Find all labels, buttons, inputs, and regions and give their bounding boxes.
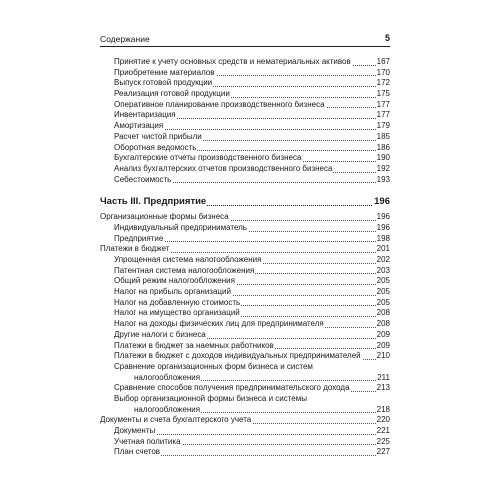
toc-entry-page: 205 [376, 287, 390, 297]
toc-entry-page: 202 [376, 255, 390, 264]
toc-entry-title: Документы [114, 426, 156, 436]
toc-entry[interactable] [114, 351, 390, 362]
toc-entry-page: 170 [376, 67, 390, 77]
toc-entry-title: Патентная система налогообложения [114, 265, 255, 275]
toc-entry-page: 211 [377, 372, 390, 382]
toc-part-page: 196 [374, 196, 390, 208]
toc-entry-page: 210 [376, 351, 390, 361]
toc-entry-page: 221 [376, 426, 390, 436]
toc-entry[interactable] [114, 78, 390, 89]
toc-entry-title: Платежи в бюджет [100, 244, 170, 254]
header-page-number: 5 [384, 33, 390, 43]
toc-entry-title [114, 383, 351, 392]
toc-entry[interactable] [114, 223, 390, 234]
toc-entry[interactable] [114, 175, 390, 186]
toc-entry-page: 209 [376, 329, 390, 339]
toc-entry[interactable] [114, 132, 390, 143]
running-header [100, 34, 390, 47]
toc-entry-title: Налог на прибыль организаций [114, 287, 231, 297]
toc-entry[interactable] [114, 341, 390, 352]
toc-entry-title: Индивидуальный предприниматель [114, 222, 247, 232]
toc-entry-title: Амортизация [114, 121, 164, 131]
toc-entry-title: Реализация готовой продукции [114, 89, 230, 99]
toc-entry-page: 208 [376, 308, 390, 318]
toc-entry-title: Упрощенная система налогообложения [114, 255, 262, 264]
toc-section-entry[interactable] [100, 415, 390, 426]
toc-entry-title: Предприятие [114, 233, 164, 243]
toc-entry-title-line1: Выбор организационной формы бизнеса и системы [114, 393, 308, 403]
toc-entry-title-line2: налогообложения [114, 405, 200, 414]
toc-entry-title: Бухгалтерские отчеты производственного бизнеса [114, 153, 302, 163]
toc-entry-page: 175 [376, 89, 390, 99]
toc-entry-title: Общий режим налогообложения [114, 276, 235, 286]
toc-entry-title: Налог на имущество организаций [114, 308, 240, 318]
toc-entry-page: 225 [376, 436, 390, 446]
toc-entry-page: 205 [376, 297, 390, 307]
toc-entry-title [114, 394, 345, 415]
toc-entry-title: Документы и счета бухгалтерского учета [100, 415, 252, 425]
toc-entry-page: 213 [376, 383, 390, 393]
toc-entry[interactable] [114, 89, 390, 100]
toc-entry[interactable] [114, 383, 390, 394]
toc-entry-title [114, 362, 345, 383]
toc-entry-page: 227 [376, 447, 390, 457]
table-of-contents [100, 57, 390, 458]
toc-entry-page: 220 [376, 415, 390, 425]
toc-entry-page: 177 [376, 99, 390, 109]
toc-entry[interactable] [114, 110, 390, 121]
toc-entry-title: Принятие к учету основных средств и нематериальных активов [114, 57, 351, 66]
toc-entry-title: Платежи в бюджет с доходов индивидуальных предпринимателей [114, 351, 361, 361]
toc-entry-title: Анализ бухгалтерских отчетов производственного бизнеса [114, 163, 333, 173]
toc-entry-page: 198 [376, 233, 390, 243]
toc-entry[interactable] [114, 143, 390, 154]
toc-entry[interactable] [114, 437, 390, 448]
toc-part-title: Часть III. Предприятие [100, 196, 207, 208]
toc-entry[interactable] [114, 362, 390, 383]
toc-entry-page: 196 [376, 222, 390, 232]
toc-entry-title: Расчет чистой прибыли [114, 131, 202, 141]
toc-entry-title-line1: Сравнение организационных форм бизнеса и систем [114, 361, 313, 371]
header-title: Содержание [100, 34, 150, 44]
toc-entry-title: Учетная политика [114, 436, 181, 446]
toc-entry-page: 192 [376, 163, 390, 173]
toc-entry[interactable] [114, 266, 390, 277]
toc-entry-title: Себестоимость [114, 174, 172, 184]
toc-entry-title: Приобретение материалов [114, 67, 215, 77]
toc-entry[interactable] [114, 298, 390, 309]
toc-entry-page: 186 [376, 142, 390, 152]
toc-entry-page: 205 [376, 276, 390, 286]
toc-entry-page: 203 [376, 265, 390, 275]
toc-part-heading[interactable] [100, 195, 390, 209]
toc-entry-page: 208 [376, 319, 390, 329]
toc-section-entry[interactable] [100, 212, 390, 223]
toc-entry[interactable] [114, 287, 390, 298]
toc-entry-page: 193 [376, 174, 390, 184]
toc-entry[interactable] [114, 308, 390, 319]
toc-entry[interactable] [114, 330, 390, 341]
toc-entry-page: 190 [376, 153, 390, 163]
toc-entry-title: Налог на доходы физических лиц для предпринимателя [114, 319, 324, 329]
toc-entry-title: Оборотная ведомость [114, 142, 197, 152]
toc-entry-title: Инвентаризация [114, 110, 176, 120]
toc-entry-title: Платежи в бюджет за наемных работников [114, 340, 274, 350]
toc-entry[interactable] [114, 57, 390, 68]
toc-entry[interactable] [114, 164, 390, 175]
toc-entry-page: 185 [376, 131, 390, 141]
toc-entry[interactable] [114, 153, 390, 164]
toc-entry[interactable] [114, 68, 390, 79]
toc-entry-title: Организационные формы бизнеса [100, 212, 229, 222]
toc-entry[interactable] [114, 319, 390, 330]
toc-entry-page: 218 [376, 404, 390, 414]
toc-entry-page: 209 [376, 340, 390, 350]
toc-entry-title-line2: налогообложения [114, 373, 200, 382]
toc-entry-title: Другие налоги с бизнеса [114, 329, 206, 339]
toc-entry-title-line1: Сравнение способов получения предпринимательского дохода [114, 383, 350, 393]
toc-entry-page: 177 [376, 110, 390, 120]
toc-entry[interactable] [114, 394, 390, 415]
toc-entry-page: 167 [376, 57, 390, 66]
toc-section-entry[interactable] [100, 244, 390, 255]
toc-entry[interactable] [114, 255, 390, 266]
toc-entry-page: 179 [376, 121, 390, 131]
toc-entry-title: План счетов [114, 447, 161, 457]
toc-entry[interactable] [114, 276, 390, 287]
toc-entry[interactable] [114, 121, 390, 132]
toc-entry-title: Оперативное планирование производственного бизнеса [114, 99, 325, 109]
toc-entry[interactable] [114, 100, 390, 111]
toc-entry-title: Выпуск готовой продукции [114, 78, 213, 88]
toc-entry[interactable] [114, 447, 390, 458]
toc-entry-page: 196 [376, 212, 390, 222]
toc-entry-page: 172 [376, 78, 390, 88]
toc-entry-page: 201 [376, 244, 390, 254]
toc-entry[interactable] [114, 234, 390, 245]
toc-entry-title: Налог на добавленную стоимость [114, 297, 241, 307]
toc-entry[interactable] [114, 426, 390, 437]
